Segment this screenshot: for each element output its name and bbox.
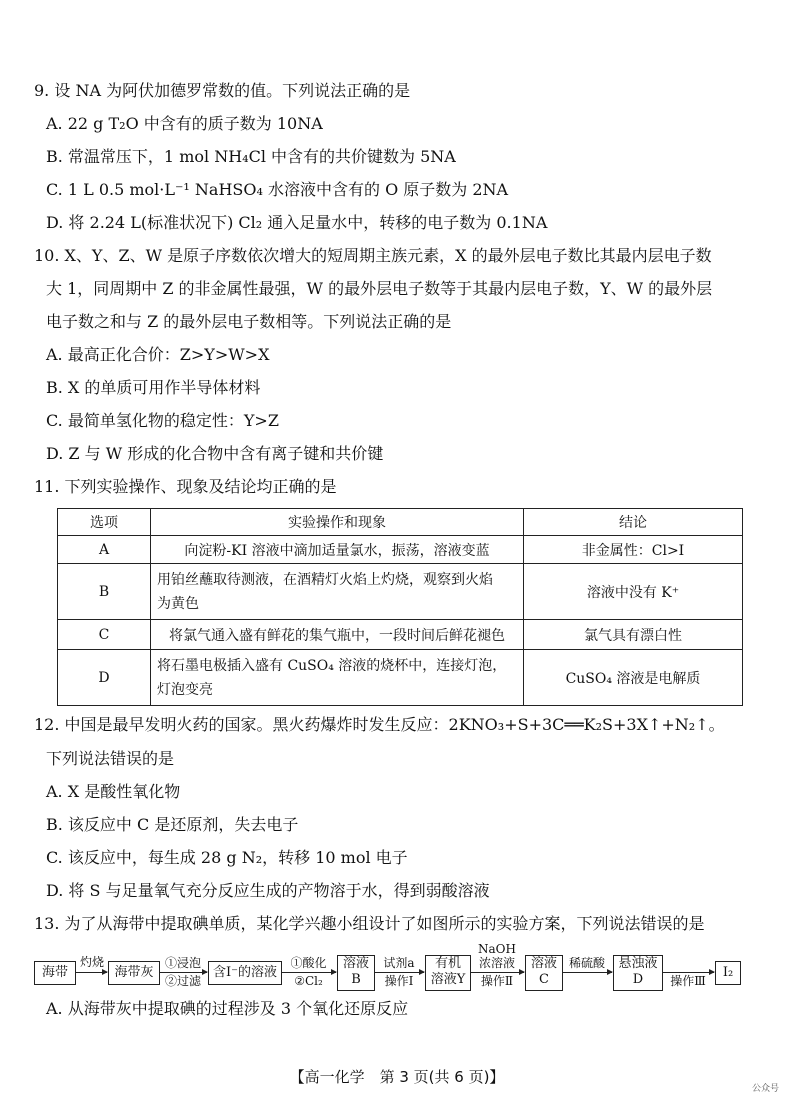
table-row	[58, 536, 743, 564]
flow-label: 浓溶液	[478, 956, 515, 970]
flow-box-text: D	[632, 972, 644, 987]
operation-text-cont: 灯泡变亮	[157, 681, 213, 698]
table-row	[58, 650, 743, 706]
q10-option-b: B. X 的单质可用作半导体材料	[46, 378, 261, 397]
q12-stem-line1: 12. 中国是最早发明火药的国家。黑火药爆炸时发生反应：2KNO₃+S+3C══K₂S+3X↑+N₂↑。	[34, 715, 725, 734]
q10-stem-line3: 电子数之和与 Z 的最外层电子数相等。下列说法正确的是	[46, 312, 452, 331]
q9-stem: 9. 设 NA 为阿伏加德罗常数的值。下列说法正确的是	[34, 81, 411, 100]
q10-option-d: D. Z 与 W 形成的化合物中含有离子键和共价键	[46, 444, 384, 463]
q9-option-d: D. 将 2.24 L(标准状况下) Cl₂ 通入足量水中，转移的电子数为 0.1NA	[46, 213, 548, 232]
flow-arrow	[374, 972, 424, 973]
flow-label: 操作Ⅲ	[670, 974, 706, 988]
flow-arrow	[75, 972, 107, 973]
flow-arrow	[159, 972, 207, 973]
table-cell-option: A	[58, 536, 151, 564]
operation-text: 将氯气通入盛有鲜花的集气瓶中，一段时间后鲜花褪色	[169, 627, 505, 644]
flow-label: 稀硫酸	[568, 956, 605, 970]
q12-stem-line2: 下列说法错误的是	[46, 749, 175, 768]
flow-arrow	[470, 972, 524, 973]
flow-box-solution-c	[525, 955, 563, 991]
q10-option-c: C. 最简单氢化物的稳定性：Y>Z	[46, 411, 279, 430]
q9-option-a: A. 22 g T₂O 中含有的质子数为 10NA	[46, 114, 323, 133]
operation-text: 用铂丝蘸取待测液，在酒精灯火焰上灼烧，观察到火焰	[157, 571, 493, 588]
q12-option-a: A. X 是酸性氧化物	[46, 782, 181, 801]
table-header: 选项	[58, 509, 151, 536]
table-cell-operation	[151, 650, 524, 706]
flow-box-iodide-solution: 含I⁻的溶液	[208, 961, 282, 985]
table-header: 实验操作和现象	[151, 509, 524, 536]
flow-box-text: 悬浊液	[618, 956, 658, 971]
flow-box-solution-b	[337, 955, 375, 991]
flow-box-text: 溶液	[530, 956, 557, 971]
q11-stem: 11. 下列实验操作、现象及结论均正确的是	[34, 477, 337, 496]
table-cell-conclusion: 溶液中没有 K⁺	[524, 564, 743, 620]
flow-box-text: 有机	[434, 956, 461, 971]
q9-option-b: B. 常温常压下，1 mol NH₄Cl 中含有的共价键数为 5NA	[46, 147, 456, 166]
table-cell-option: C	[58, 620, 151, 650]
flow-label: ①浸泡	[164, 956, 201, 970]
flow-label: ②Cl₂	[294, 974, 323, 988]
table-cell-conclusion: 氯气具有漂白性	[524, 620, 743, 650]
flow-label: ①酸化	[290, 956, 327, 970]
table-row	[58, 620, 743, 650]
page-footer: 【高一化学 第 3 页(共 6 页)】	[289, 1068, 505, 1086]
q12-option-c: C. 该反应中，每生成 28 g N₂，转移 10 mol 电子	[46, 848, 408, 867]
operation-text-cont: 为黄色	[157, 595, 199, 612]
flow-box-text: 溶液Y	[430, 972, 466, 987]
flow-label: 操作Ⅰ	[384, 974, 414, 988]
flow-box-text: C	[539, 972, 549, 987]
q10-stem-line2: 大 1，同周期中 Z 的非金属性最强，W 的最外层电子数等于其最内层电子数，Y、W 的最外层	[46, 279, 713, 298]
flow-label: 试剂a	[383, 956, 415, 970]
q12-option-b: B. 该反应中 C 是还原剂，失去电子	[46, 815, 299, 834]
table-cell-conclusion: 非金属性：Cl>I	[524, 536, 743, 564]
table-cell-conclusion: CuSO₄ 溶液是电解质	[524, 650, 743, 706]
table-cell-option: D	[58, 650, 151, 706]
table-cell-operation	[151, 564, 524, 620]
operation-text: 向淀粉-KI 溶液中滴加适量氯水，振荡，溶液变蓝	[184, 542, 490, 559]
flow-arrow	[662, 972, 714, 973]
q13-stem: 13. 为了从海带中提取碘单质，某化学兴趣小组设计了如图所示的实验方案，下列说法错误的是	[34, 914, 705, 933]
experiment-table	[57, 508, 743, 706]
flow-box-kelp: 海带	[34, 961, 76, 985]
table-header-row	[58, 509, 743, 536]
q13-option-a: A. 从海带灰中提取碘的过程涉及 3 个氧化还原反应	[46, 999, 409, 1018]
table-cell-option: B	[58, 564, 151, 620]
flow-box-kelp-ash: 海带灰	[108, 961, 160, 985]
q10-option-a: A. 最高正化合价：Z>Y>W>X	[46, 345, 270, 364]
watermark-logo: 公众号	[752, 1084, 780, 1094]
flow-box-organic-solution-y	[425, 955, 471, 991]
q10-stem-line1: 10. X、Y、Z、W 是原子序数依次增大的短周期主族元素，X 的最外层电子数比其最内层电子数	[34, 246, 712, 265]
flow-label: 灼烧	[79, 955, 104, 969]
flow-box-text: B	[351, 972, 361, 987]
flow-arrow	[562, 972, 612, 973]
table-cell-operation	[151, 620, 524, 650]
q12-option-d: D. 将 S 与足量氧气充分反应生成的产物溶于水，得到弱酸溶液	[46, 881, 490, 900]
flow-label: 操作Ⅱ	[480, 974, 514, 988]
q9-option-c: C. 1 L 0.5 mol·L⁻¹ NaHSO₄ 水溶液中含有的 O 原子数为 2NA	[46, 180, 509, 199]
flow-box-suspension-d	[613, 955, 663, 991]
flow-label: NaOH	[478, 942, 516, 956]
flow-box-iodine: I₂	[715, 961, 741, 985]
operation-text: 将石墨电极插入盛有 CuSO₄ 溶液的烧杯中，连接灯泡，	[157, 657, 507, 674]
table-cell-operation	[151, 536, 524, 564]
flow-label: ②过滤	[164, 974, 201, 988]
flow-arrow	[281, 972, 336, 973]
table-header: 结论	[524, 509, 743, 536]
flow-box-text: 溶液	[342, 956, 369, 971]
table-row	[58, 564, 743, 620]
